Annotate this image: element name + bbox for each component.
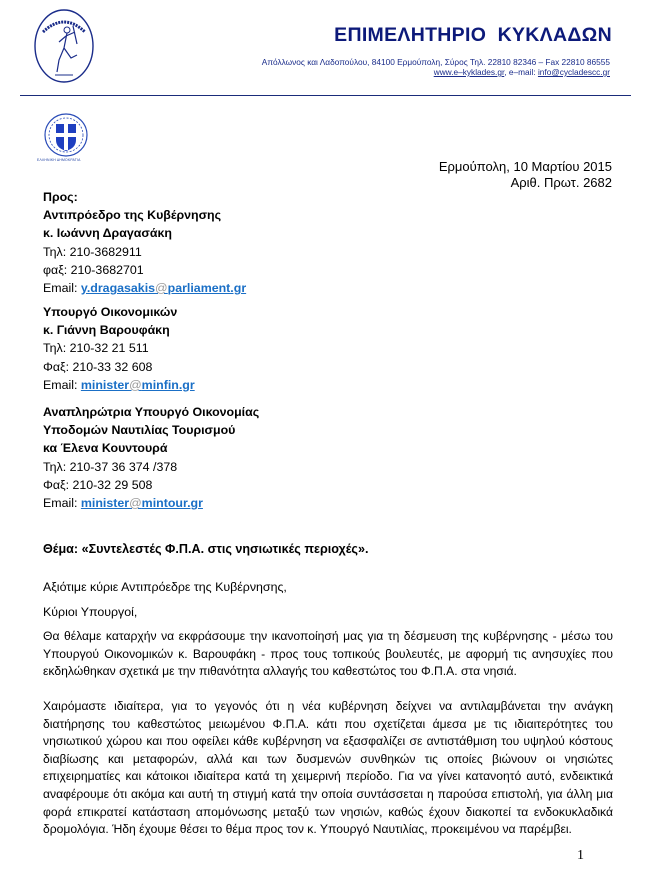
recipient-phone: Τηλ: 210-32 21 511 [43, 341, 149, 356]
email-label: Email: [43, 496, 81, 511]
recipient-name: κ. Γιάννη Βαρουφάκη [43, 323, 170, 338]
recipient-title: Αντιπρόεδρο της Κυβέρνησης [43, 208, 222, 223]
body-paragraph-2: Χαιρόμαστε ιδιαίτερα, για το γεγονός ότι η νέα κυβέρνηση δείχνει να αντιλαμβάνεται την ανάγκη διατήρησης του καθεστώτος μειωμένου Φ.Π.Α. κάτι που σχετίζεται άμεσα με τις ιδιαιτερότητες του νησιωτικού χώρου και που οφείλει κάθε κυβέρνηση να εξασφαλίζει σε αντιστάθμιση του υψηλού κόστους διαβίωσης και μεταφορών, αλλά και των δυσμενών συνθηκών τις οποίες βιώνουν οι νησιώτες επιχειρηματίες και κάτοικοι ιδιαίτερα κατά τη χειμερινή περίοδο. Για να γίνει κατανοητό αυτό, ενδεικτικά αναφέρουμε ότι ακόμα και αυτή τη στιγμή κατά την οποία συντάσσεται η παρούσα επιστολή, για άλλη μια φορά επικρατεί κατάσταση απομόνωσης μεταξύ των νησιών, καθώς έχουν διακοπεί τα ενδοκυκλαδικά δρομολόγια. Ήδη έχουμε θέσει το θέμα προς τον κ. Υπουργό Ναυτιλίας, προκειμένου να παρέμβει. [43, 699, 613, 837]
recipient-email-row [43, 376, 195, 394]
email-label: Email: [43, 377, 81, 392]
date-protocol-block [439, 159, 612, 191]
recipient-title-line2: Υποδομών Ναυτιλίας Τουρισμού [43, 423, 236, 438]
recipient-name: κα Έλενα Κουντουρά [43, 441, 168, 456]
page-number: 1 [577, 848, 584, 863]
emblem-caption: ΕΛΛΗΝΙΚΗ ΔΗΜΟΚΡΑΤΙΑ [37, 158, 81, 162]
recipient-phone: Τηλ: 210-37 36 374 /378 [43, 459, 178, 474]
recipient-email-row [43, 279, 246, 297]
body-paragraph-1: Θα θέλαμε καταρχήν να εκφράσουμε την ικανοποίησή μας για τη δέσμευση της κυβέρνησης - μέσω του Υπουργού Οικονομικών κ. Βαρουφάκη - προς τους τοπικούς βουλευτές, με αφορμή τις ανησυχίες που εκδηλώθηκαν σχετικά με την πιθανότητα αλλαγής του καθεστώτος του Φ.Π.Α. στα νησιά. [43, 629, 613, 679]
chamber-logo-icon [33, 8, 95, 84]
recipient-name: κ. Ιωάννη Δραγασάκη [43, 226, 172, 241]
email-label: Email: [43, 281, 81, 296]
recipient-fax: Φαξ: 210-33 32 608 [43, 359, 153, 374]
recipient-email-link[interactable]: y.dragasakis@parliament.gr [80, 281, 247, 296]
website-link[interactable]: www.e–kyklades.gr [433, 67, 505, 77]
hellenic-republic-emblem-icon [43, 112, 89, 162]
email-prefix: , e–mail: [504, 67, 538, 77]
organization-title: ΕΠΙΜΕΛΗΤΗΡΙΟ ΚΥΚΛΑΔΩΝ [334, 24, 612, 46]
recipient-phone: Τηλ: 210-3682911 [43, 244, 142, 259]
recipients-heading: Προς: [43, 190, 78, 204]
letter-subject: Θέμα: «Συντελεστές Φ.Π.Α. στις νησιωτικές περιοχές». [43, 542, 369, 556]
recipient-fax: φαξ: 210-3682701 [43, 262, 144, 277]
recipient-email-link[interactable]: minister@minfin.gr [80, 377, 195, 392]
recipient-email-row [43, 494, 259, 512]
letter-date: Ερμούπολη, 10 Μαρτίου 2015 [438, 159, 612, 174]
recipient-block-2 [43, 303, 195, 394]
salutation-line-1: Αξιότιμε κύριε Αντιπρόεδρε της Κυβέρνησης, [43, 580, 287, 594]
protocol-number: Αριθ. Πρωτ. 2682 [510, 175, 612, 190]
recipient-fax: Φαξ: 210-32 29 508 [43, 477, 153, 492]
recipient-title: Αναπληρώτρια Υπουργό Οικονομίας [43, 405, 260, 419]
recipient-block-3 [43, 403, 259, 512]
header-divider [20, 95, 631, 96]
organization-contact [434, 67, 610, 77]
salutation-line-2: Κύριοι Υπουργοί, [43, 605, 138, 619]
recipient-title: Υπουργό Οικονομικών [43, 305, 178, 319]
organization-address: Απόλλωνος και Λαδοπούλου, 84100 Ερμούπολη, Σύρος Τηλ. 22810 82346 – Fax 22810 86555 [261, 57, 610, 67]
recipient-email-link[interactable]: minister@mintour.gr [80, 496, 203, 511]
recipient-block-1 [43, 188, 246, 297]
organization-email-link[interactable]: info@cycladescc.gr [537, 67, 610, 77]
